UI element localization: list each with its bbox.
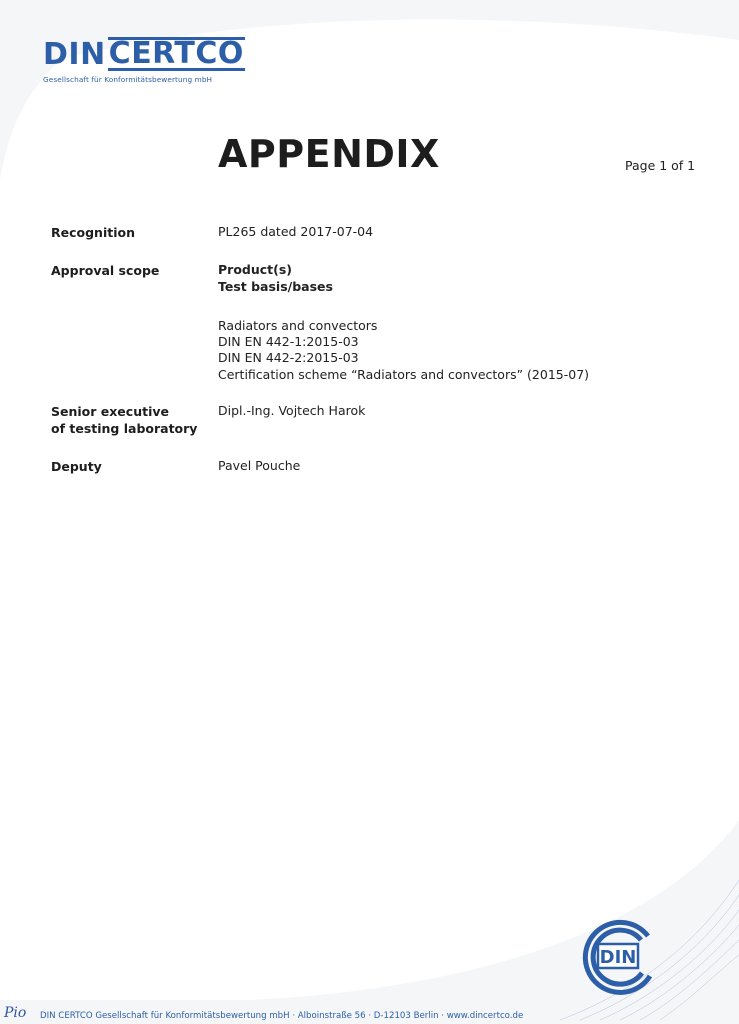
approval-scope-label: Approval scope bbox=[51, 263, 160, 278]
din-seal-icon bbox=[578, 916, 658, 996]
deputy-value: Pavel Pouche bbox=[218, 458, 301, 473]
scope-line: DIN EN 442-1:2015-03 bbox=[218, 334, 359, 349]
page-number: Page 1 of 1 bbox=[625, 158, 696, 173]
din-seal-text: DIN bbox=[599, 947, 637, 968]
handwritten-initials: Pio bbox=[4, 1005, 27, 1021]
senior-executive-value: Dipl.-Ing. Vojtech Harok bbox=[218, 403, 366, 418]
logo-wordmark bbox=[43, 37, 245, 71]
senior-label-line1: Senior executive bbox=[51, 404, 169, 419]
logo-certco: CERTCO bbox=[108, 36, 244, 71]
senior-executive-label bbox=[51, 403, 197, 437]
dincertco-logo bbox=[43, 37, 245, 84]
scope-line: DIN EN 442-2:2015-03 bbox=[218, 350, 359, 365]
senior-label-line2: of testing laboratory bbox=[51, 421, 198, 436]
logo-din: DIN bbox=[43, 37, 106, 72]
deputy-label: Deputy bbox=[51, 459, 102, 474]
page-title: APPENDIX bbox=[218, 132, 440, 176]
products-heading: Product(s) bbox=[218, 262, 293, 277]
test-basis-heading: Test basis/bases bbox=[218, 279, 333, 294]
footer-address: DIN CERTCO Gesellschaft für Konformitätsbewertung mbH · Alboinstraße 56 · D-12103 Berlin · www.dincertco.de bbox=[40, 1011, 524, 1021]
scope-line: Certification scheme “Radiators and convectors” (2015-07) bbox=[218, 367, 590, 382]
scope-line: Radiators and convectors bbox=[218, 318, 378, 333]
recognition-value: PL265 dated 2017-07-04 bbox=[218, 224, 374, 239]
recognition-label: Recognition bbox=[51, 225, 135, 240]
logo-subtitle: Gesellschaft für Konformitätsbewertung mbH bbox=[43, 75, 213, 84]
